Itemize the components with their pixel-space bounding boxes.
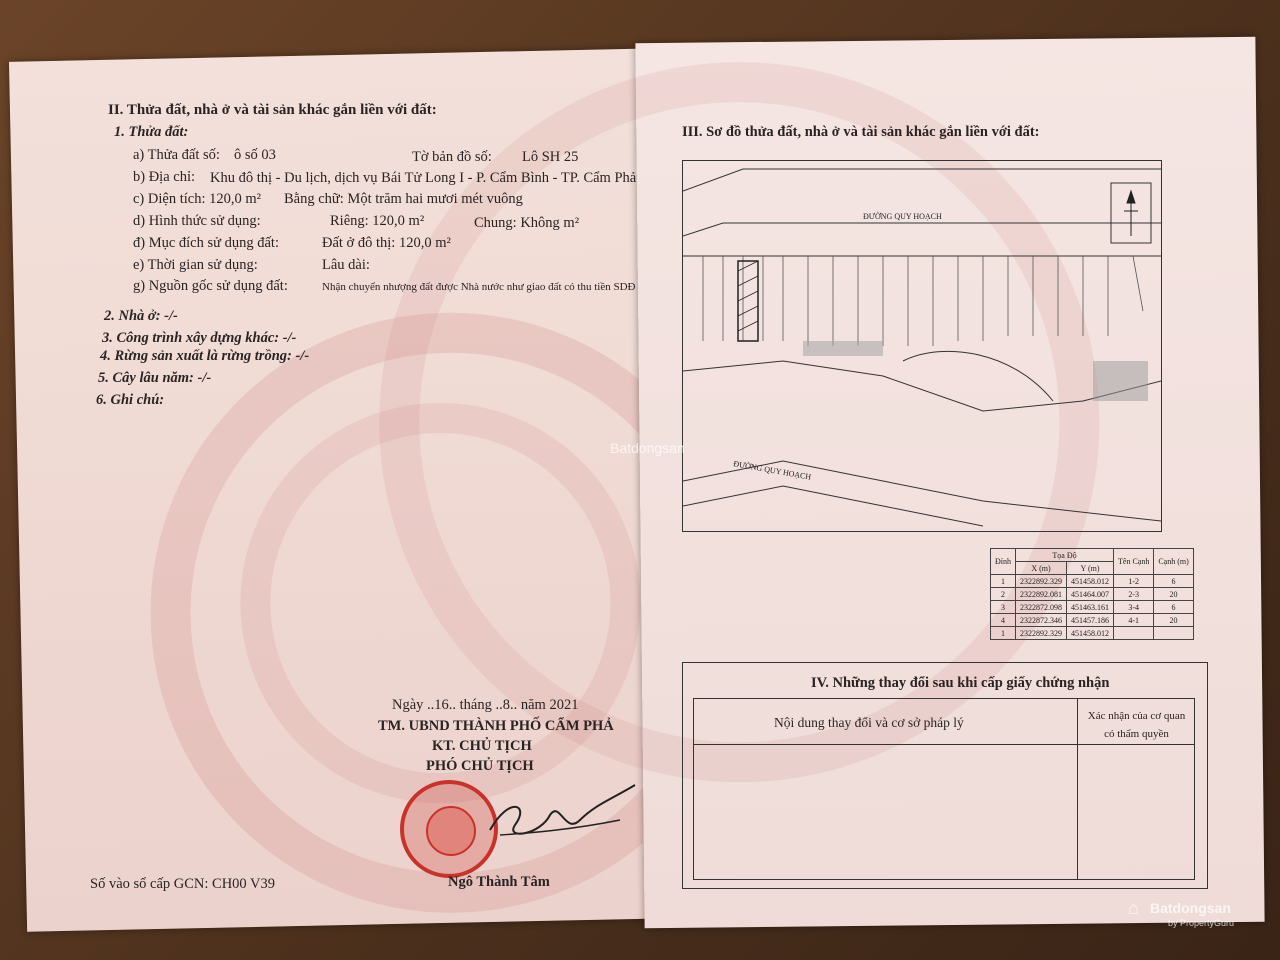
section-2-title: II. Thửa đất, nhà ở và tài sản khác gắn liền với đất: <box>108 102 437 118</box>
road-label-north: ĐƯỜNG QUY HOẠCH <box>863 212 942 221</box>
item-5-trees: 5. Cây lâu năm: -/- <box>98 370 212 386</box>
changes-table <box>693 698 1195 880</box>
table-row: 4 2322872.346 451457.186 4-1 20 <box>991 614 1194 627</box>
changes-section <box>682 662 1208 889</box>
changes-col-content: Nội dung thay đổi và cơ sở pháp lý <box>774 715 964 730</box>
vice-chairman-title: PHÓ CHỦ TỊCH <box>426 758 534 774</box>
item-4-forest: 4. Rừng sản xuất là rừng trồng: -/- <box>100 348 310 364</box>
address-label: b) Địa chỉ: <box>133 169 196 185</box>
parcel-map <box>682 160 1162 532</box>
center-watermark: Batdongsan <box>610 440 685 456</box>
item-6-notes: 6. Ghi chú: <box>96 392 165 408</box>
col-y: Y (m) <box>1067 562 1114 575</box>
col-coordinates: Tọa Độ <box>1016 549 1114 562</box>
signer-name: Ngô Thành Tâm <box>448 874 550 890</box>
address-value: Khu đô thị - Du lịch, dịch vụ Bái Tử Long I - P. Cẩm Bình - TP. Cẩm Phả <box>210 170 637 186</box>
duration-label: e) Thời gian sử dụng: <box>133 257 258 273</box>
col-edge-name: Tên Cạnh <box>1114 549 1154 575</box>
table-row: 3 2322872.098 451463.161 3-4 6 <box>991 601 1194 614</box>
origin-value: Nhận chuyển nhượng đất được Nhà nước như giao đất có thu tiền SDĐ <box>322 281 636 293</box>
section-4-title: IV. Những thay đổi sau khi cấp giấy chứng nhận <box>811 675 1110 691</box>
north-arrow-icon <box>1111 183 1151 243</box>
col-vertex: Đỉnh <box>991 549 1016 575</box>
parcel-number-label: a) Thửa đất số: <box>133 147 220 163</box>
map-sheet-label: Tờ bản đồ số: <box>412 149 492 165</box>
origin-label: g) Nguồn gốc sử dụng đất: <box>133 278 288 294</box>
table-row: 1 2322892.329 451458.012 1-2 6 <box>991 575 1194 588</box>
brand-watermark-logo: Batdongsan <box>1150 900 1231 916</box>
coordinates-table <box>990 548 1194 640</box>
map-sheet-value: Lô SH 25 <box>522 149 579 165</box>
area-label: c) Diện tích: 120,0 m² <box>133 191 261 207</box>
changes-col-confirmation: Xác nhận của cơ quan có thẩm quyền <box>1087 710 1186 740</box>
usage-form-label: d) Hình thức sử dụng: <box>133 213 261 229</box>
col-edge-length: Cạnh (m) <box>1154 549 1193 575</box>
area-in-words: Bằng chữ: Một trăm hai mươi mét vuông <box>284 191 523 207</box>
table-row: 2 2322892.081 451464.007 2-3 20 <box>991 588 1194 601</box>
section-3-title: III. Sơ đồ thửa đất, nhà ở và tài sản khác gắn liền với đất: <box>682 124 1040 140</box>
parcel-number-value: ô số 03 <box>234 147 276 163</box>
road-label-south: ĐƯỜNG QUY HOẠCH <box>732 459 812 482</box>
duration-value: Lâu dài: <box>322 257 370 273</box>
house-logo-icon: ⌂ <box>1128 898 1139 918</box>
purpose-value: Đất ở đô thị: 120,0 m² <box>322 235 451 251</box>
table-row: 1 2322892.329 451458.012 <box>991 627 1194 640</box>
purpose-label: đ) Mục đích sử dụng đất: <box>133 235 279 251</box>
item-3-construction: 3. Công trình xây dựng khác: -/- <box>102 330 297 346</box>
on-behalf-chairman: KT. CHỦ TỊCH <box>432 738 532 754</box>
usage-shared: Chung: Không m² <box>474 215 580 231</box>
col-x: X (m) <box>1016 562 1067 575</box>
certificate-entry-number: Số vào sổ cấp GCN: CH00 V39 <box>90 876 276 892</box>
issue-date: Ngày ..16.. tháng ..8.. năm 2021 <box>392 697 579 713</box>
item-1-title: 1. Thửa đất: <box>114 124 189 140</box>
item-2-house: 2. Nhà ở: -/- <box>104 308 178 324</box>
issuer-authority: TM. UBND THÀNH PHỐ CẨM PHẢ <box>378 718 614 734</box>
usage-private: Riêng: 120,0 m² <box>330 213 425 229</box>
brand-watermark-sub: by PropertyGuru <box>1168 918 1235 928</box>
signature <box>470 775 650 855</box>
